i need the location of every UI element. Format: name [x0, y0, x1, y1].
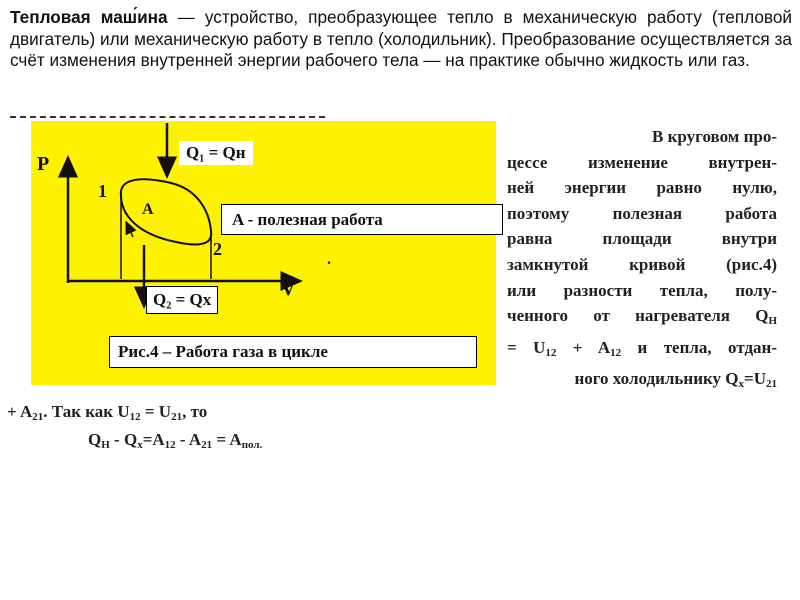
side-line: или разности тепла, полу- [507, 280, 777, 300]
term-heat-engine: Тепловая маш́ина [10, 7, 168, 27]
area-caption-box: A - полезная работа [221, 204, 503, 235]
pv-diagram-figure [31, 121, 496, 385]
result-equation: $Q_Н - Q_х=A_{12} - A_{21} = A_{пол.}$ [88, 430, 263, 451]
side-line: ченного от нагревателя $Q_Н$ [507, 306, 777, 328]
cycle-direction-arrow [128, 226, 133, 237]
side-line: В круговом про- [652, 127, 777, 146]
intro-paragraph [10, 7, 792, 72]
side-line: равна площади внутри [507, 229, 777, 249]
continuation-line: + $A_{21}$. Так как $U_{12} = U_{21}$, то [7, 402, 208, 423]
point-1-label: 1 [98, 181, 107, 201]
area-label: A [142, 201, 154, 218]
side-line: поэтому полезная работа [507, 203, 777, 223]
side-line: цессе изменение внутрен- [507, 152, 777, 172]
side-line: замкнутой кривой (рис.4) [507, 254, 777, 274]
point-2-label: 2 [213, 239, 222, 259]
q2-label: Q₂ = Qх [146, 286, 218, 314]
intro-text: — устройство, преобразующее тепло в механическую работу (тепловой двигатель) или механическую работу в тепло (холодильник). Преобразование осуществляется за счёт изменения внутренней энергии рабочего тела — на практике обычно жидкость или газ. [10, 7, 793, 70]
cycle-curve [121, 179, 211, 244]
side-explanation [507, 124, 777, 398]
q1-label: Q₁ = Qн [179, 141, 253, 165]
figure-caption: Рис.4 – Работа газа в цикле [109, 336, 477, 368]
p-axis-label: P [37, 153, 50, 175]
side-line: ней энергии равно нулю, [507, 178, 777, 198]
side-line: = $U_{12} + A_{12}$ и тепла, отдан- [507, 337, 778, 359]
center-dot: . [327, 251, 331, 268]
v-axis-label: V [281, 278, 296, 300]
side-line: ного холодильнику $Q_х=U_{21}$ [574, 369, 777, 391]
